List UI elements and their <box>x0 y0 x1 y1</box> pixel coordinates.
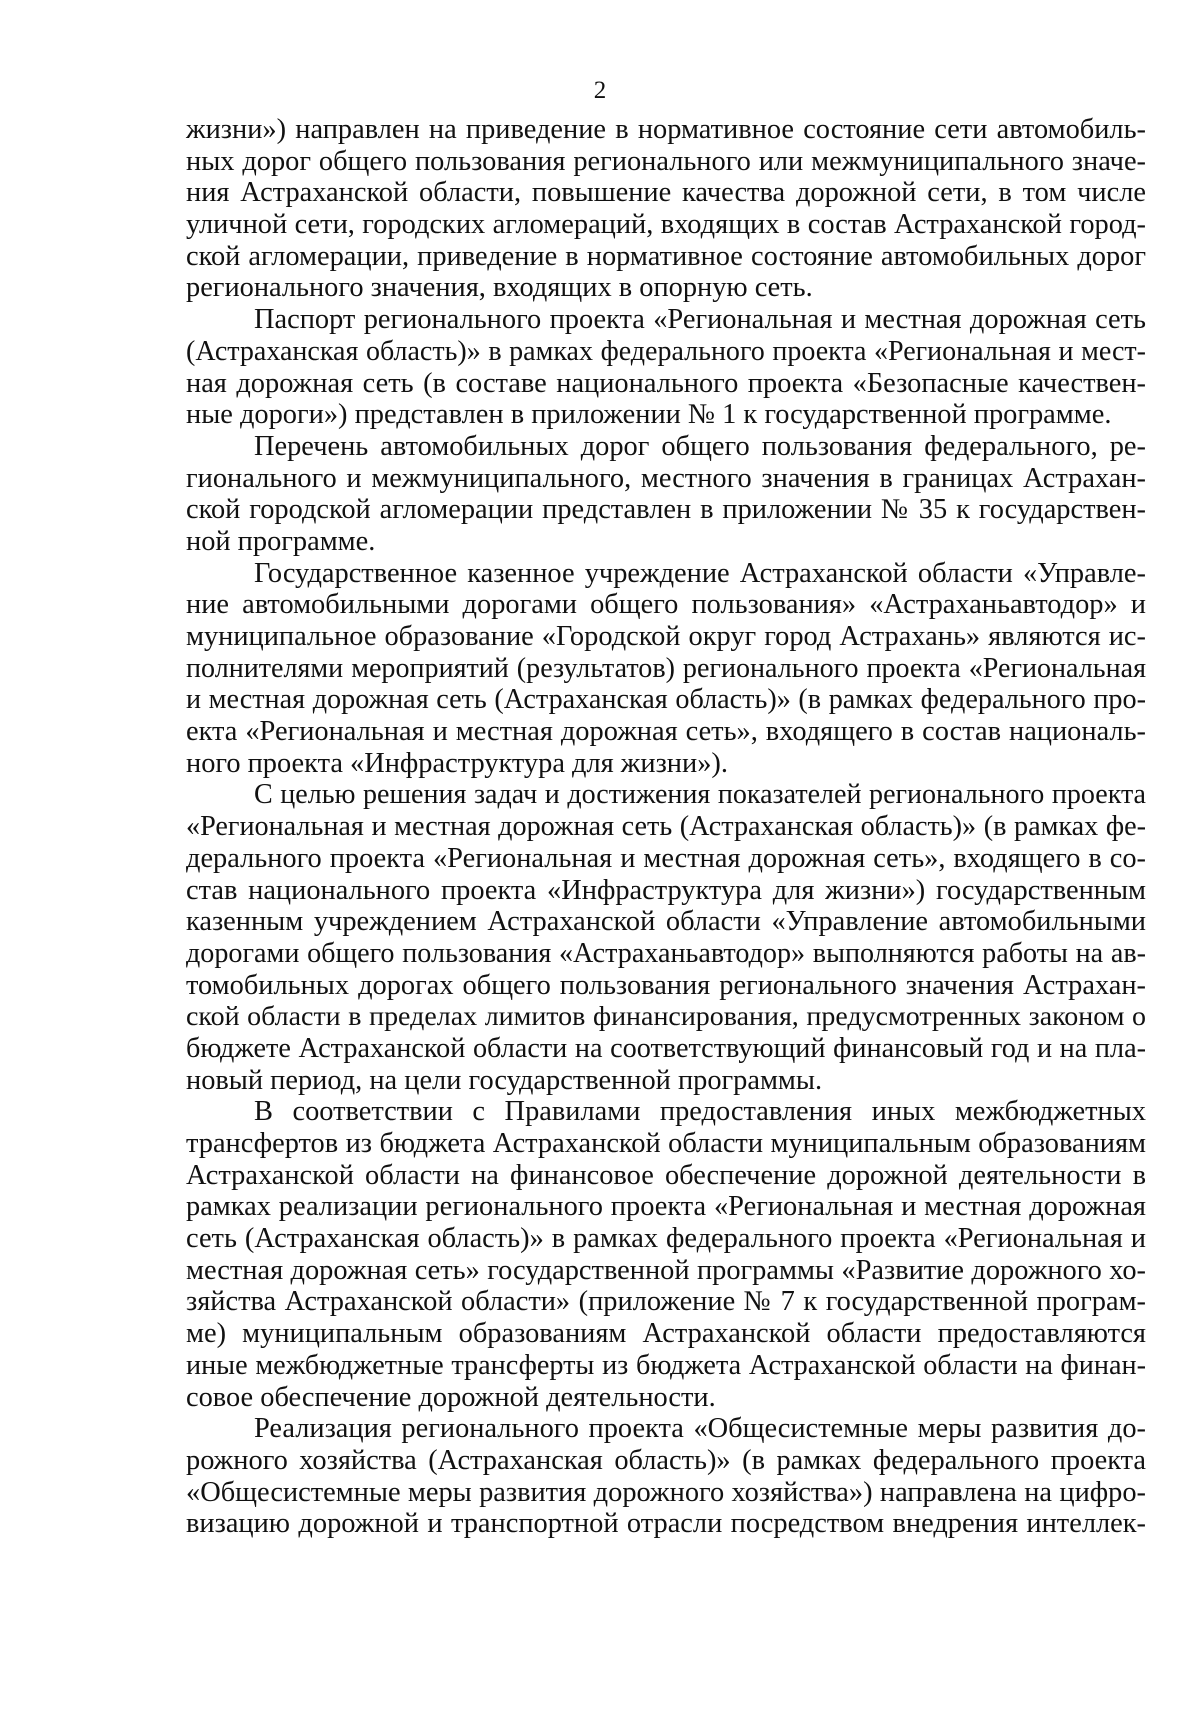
text-line: уличной сети, городских агломераций, входящих в состав Астраханской город- <box>186 209 1146 241</box>
text-line: бюджете Астраханской области на соответствующий финансовый год и на пла- <box>186 1032 1146 1064</box>
text-line: ме) муниципальным образованиям Астраханской области предоставляются <box>186 1318 1146 1350</box>
text-line: (Астраханская область)» в рамках федерального проекта «Региональная и мест- <box>186 335 1146 367</box>
paragraph <box>186 114 1146 304</box>
text-line: зяйства Астраханской области» (приложение № 7 к государственной програм- <box>186 1286 1146 1318</box>
text-line: рожного хозяйства (Астраханская область)» (в рамках федерального проекта <box>186 1444 1146 1476</box>
text-line: «Региональная и местная дорожная сеть (Астраханская область)» (в рамках фе- <box>186 811 1146 843</box>
text-line: жизни») направлен на приведение в нормативное состояние сети автомобиль- <box>186 114 1146 145</box>
text-line: ской области в пределах лимитов финансирования, предусмотренных законом о <box>186 1001 1146 1033</box>
text-line: муниципальное образование «Городской округ город Астрахань» являются ис- <box>186 621 1146 652</box>
text-line: ние автомобильными дорогами общего пользования» «Астраханьавтодор» и <box>186 589 1146 621</box>
text-line: В соответствии с Правилами предоставления иных межбюджетных <box>254 1096 1146 1128</box>
text-line: «Общесистемные меры развития дорожного хозяйства») направлена на цифро- <box>186 1476 1146 1508</box>
paragraph <box>186 1096 1146 1413</box>
text-line: екта «Региональная и местная дорожная сеть», входящего в состав националь- <box>186 716 1146 748</box>
text-line: сеть (Астраханская область)» в рамках федерального проекта «Региональная и <box>186 1223 1146 1255</box>
text-line: новый период, на цели государственной программы. <box>186 1064 823 1096</box>
page-number: 2 <box>593 77 607 104</box>
text-line: ных дорог общего пользования регионального или межмуниципального значе- <box>186 145 1146 177</box>
text-line: ная дорожная сеть (в составе национального проекта «Безопасные качествен- <box>186 367 1146 399</box>
text-line: дорогами общего пользования «Астраханьавтодор» выполняются работы на ав- <box>186 937 1146 969</box>
text-line: Астраханской области на финансовое обеспечение дорожной деятельности в <box>186 1159 1146 1191</box>
text-line: Перечень автомобильных дорог общего пользования федерального, ре- <box>254 430 1146 462</box>
text-line: регионального значения, входящих в опорную сеть. <box>186 272 813 304</box>
paragraph <box>186 779 1146 1096</box>
paragraph <box>186 304 1146 431</box>
text-line: и местная дорожная сеть (Астраханская область)» (в рамках федерального про- <box>186 684 1146 716</box>
text-line: дерального проекта «Региональная и местная дорожная сеть», входящего в со- <box>186 842 1146 874</box>
paragraph <box>186 1413 1146 1540</box>
text-line: ные дороги») представлен в приложении № 1 к государственной программе. <box>186 399 1112 431</box>
text-line: местная дорожная сеть» государственной программы «Развитие дорожного хо- <box>186 1254 1146 1286</box>
text-line: визацию дорожной и транспортной отрасли посредством внедрения интеллек- <box>186 1508 1146 1540</box>
paragraph <box>186 558 1146 780</box>
text-line: совое обеспечение дорожной деятельности. <box>186 1381 716 1413</box>
text-line: Государственное казенное учреждение Астраханской области «Управле- <box>254 557 1146 589</box>
text-line: трансфертов из бюджета Астраханской области муниципальным образованиям <box>186 1128 1146 1159</box>
text-line: казенным учреждением Астраханской области «Управление автомобильными <box>186 906 1146 938</box>
paragraph <box>186 431 1146 558</box>
text-line: Паспорт регионального проекта «Региональная и местная дорожная сеть <box>254 304 1146 336</box>
document-body <box>186 114 1146 1540</box>
text-line: С целью решения задач и достижения показателей регионального проекта <box>254 779 1146 811</box>
text-line: ной программе. <box>186 525 376 557</box>
text-line: ской агломерации, приведение в нормативное состояние автомобильных дорог <box>186 240 1146 272</box>
text-line: гионального и межмуниципального, местного значения в границах Астрахан- <box>186 462 1146 494</box>
text-line: иные межбюджетные трансферты из бюджета Астраханской области на финан- <box>186 1349 1146 1381</box>
text-line: став национального проекта «Инфраструктура для жизни») государственным <box>186 874 1146 906</box>
text-line: ного проекта «Инфраструктура для жизни»). <box>186 747 728 779</box>
text-line: полнителями мероприятий (результатов) регионального проекта «Региональная <box>186 652 1146 684</box>
text-line: ской городской агломерации представлен в приложении № 35 к государствен- <box>186 494 1146 526</box>
text-line: Реализация регионального проекта «Общесистемные меры развития до- <box>254 1413 1146 1445</box>
text-line: томобильных дорогах общего пользования регионального значения Астрахан- <box>186 969 1146 1001</box>
text-line: рамках реализации регионального проекта «Региональная и местная дорожная <box>186 1191 1146 1223</box>
text-line: ния Астраханской области, повышение качества дорожной сети, в том числе <box>186 177 1146 209</box>
